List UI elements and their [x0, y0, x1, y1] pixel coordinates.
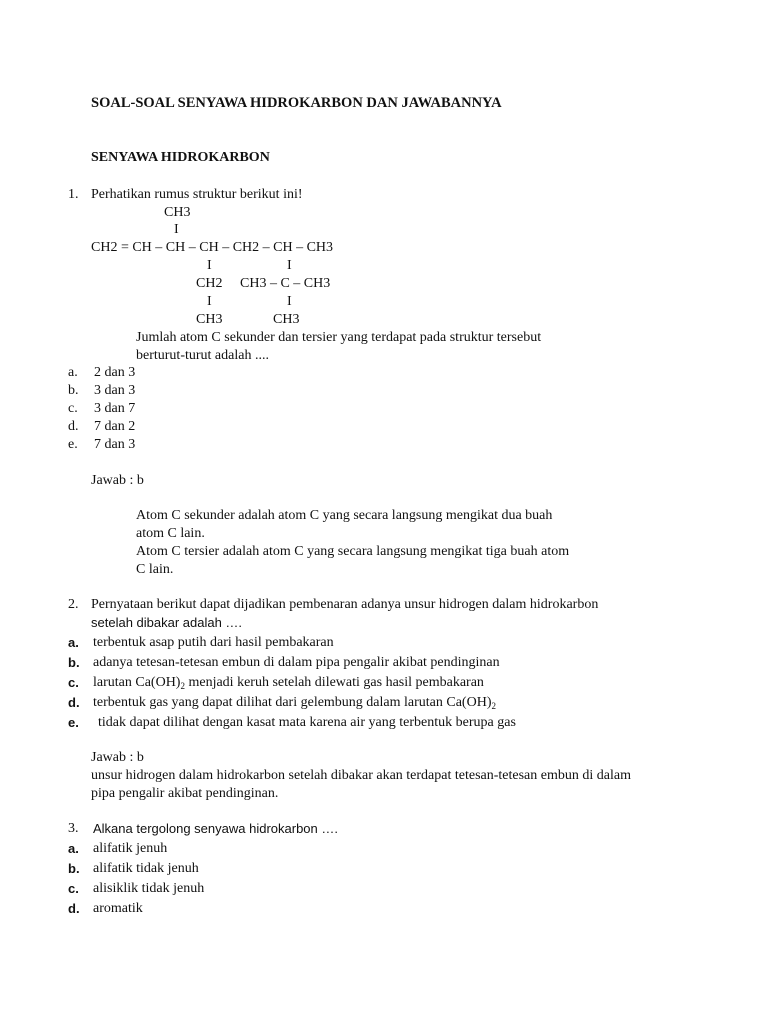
option-text: 2 dan 3	[94, 365, 136, 380]
option-letter: a.	[68, 365, 78, 380]
option-text: terbentuk asap putih dari hasil pembakaran	[93, 635, 334, 650]
structure-end-ch3: CH3	[273, 312, 300, 327]
explanation-text: atom C lain.	[136, 526, 205, 541]
explanation-text: C lain.	[136, 562, 174, 577]
option-text: aromatik	[93, 901, 143, 916]
option-text: alisiklik tidak jenuh	[93, 881, 205, 896]
option-letter: e.	[68, 715, 79, 730]
option-text: alifatik tidak jenuh	[93, 861, 199, 876]
document-title: SOAL-SOAL SENYAWA HIDROKARBON DAN JAWABANNYA	[91, 95, 502, 111]
option-letter: a.	[68, 841, 79, 856]
structure-main-chain: CH2 = CH – CH – CH – CH2 – CH – CH3	[91, 240, 334, 255]
question-prompt: Perhatikan rumus struktur berikut ini!	[91, 187, 303, 202]
option-letter: a.	[68, 635, 79, 650]
explanation-text: unsur hidrogen dalam hidrokarbon setelah dibakar akan terdapat tetesan-tetesan embun di dalam	[91, 768, 631, 783]
explanation-text: Atom C sekunder adalah atom C yang secara langsung mengikat dua buah	[136, 508, 553, 523]
option-text: alifatik jenuh	[93, 841, 168, 856]
option-letter: d.	[68, 901, 80, 916]
option-text: terbentuk gas yang dapat dilihat dari gelembung dalam larutan $Ca(OH)_2$	[93, 695, 496, 711]
option-letter: c.	[68, 881, 79, 896]
question-stem: Jumlah atom C sekunder dan tersier yang terdapat pada struktur tersebut	[136, 330, 542, 345]
structure-bond: I	[207, 294, 212, 309]
explanation-text: Atom C tersier adalah atom C yang secara langsung mengikat tiga buah atom	[136, 544, 570, 559]
explanation-text: pipa pengalir akibat pendinginan.	[91, 786, 279, 801]
question-stem: berturut-turut adalah ....	[136, 348, 269, 363]
answer-label: Jawab : b	[91, 473, 144, 488]
structure-bond: I	[287, 294, 292, 309]
option-text: adanya tetesan-tetesan embun di dalam pipa pengalir akibat pendinginan	[93, 655, 500, 670]
option-text: 7 dan 2	[94, 419, 136, 434]
option-text: 3 dan 7	[94, 401, 136, 416]
question-number: 1.	[68, 187, 79, 202]
structure-branch-quaternary: CH3 – C – CH3	[240, 276, 331, 291]
structure-bond: I	[287, 258, 292, 273]
option-text: larutan $Ca(OH)_2$ menjadi keruh setelah dilewati gas hasil pembakaran	[93, 675, 484, 691]
option-letter: b.	[68, 383, 79, 398]
option-text: 7 dan 3	[94, 437, 136, 452]
question-prompt: Pernyataan berikut dapat dijadikan pembenaran adanya unsur hidrogen dalam hidrokarbon	[91, 597, 599, 612]
option-letter: c.	[68, 675, 79, 690]
option-letter: d.	[68, 695, 80, 710]
question-prompt: setelah dibakar adalah ….	[91, 615, 243, 630]
option-text: tidak dapat dilihat dengan kasat mata karena air yang terbentuk berupa gas	[98, 715, 516, 730]
option-letter: c.	[68, 401, 78, 416]
option-text: 3 dan 3	[94, 383, 136, 398]
question-number: 2.	[68, 597, 79, 612]
structure-bond: I	[207, 258, 212, 273]
question-number: 3.	[68, 821, 79, 836]
structure-top-ch3: CH3	[164, 205, 191, 220]
question-prompt: Alkana tergolong senyawa hidrokarbon ….	[93, 821, 338, 836]
structure-bond: I	[174, 222, 179, 237]
option-letter: b.	[68, 655, 80, 670]
option-letter: d.	[68, 419, 79, 434]
structure-end-ch3: CH3	[196, 312, 223, 327]
section-title: SENYAWA HIDROKARBON	[91, 150, 270, 165]
answer-label: Jawab : b	[91, 750, 144, 765]
structure-branch-ch2: CH2	[196, 276, 223, 291]
option-letter: e.	[68, 437, 78, 452]
option-letter: b.	[68, 861, 80, 876]
